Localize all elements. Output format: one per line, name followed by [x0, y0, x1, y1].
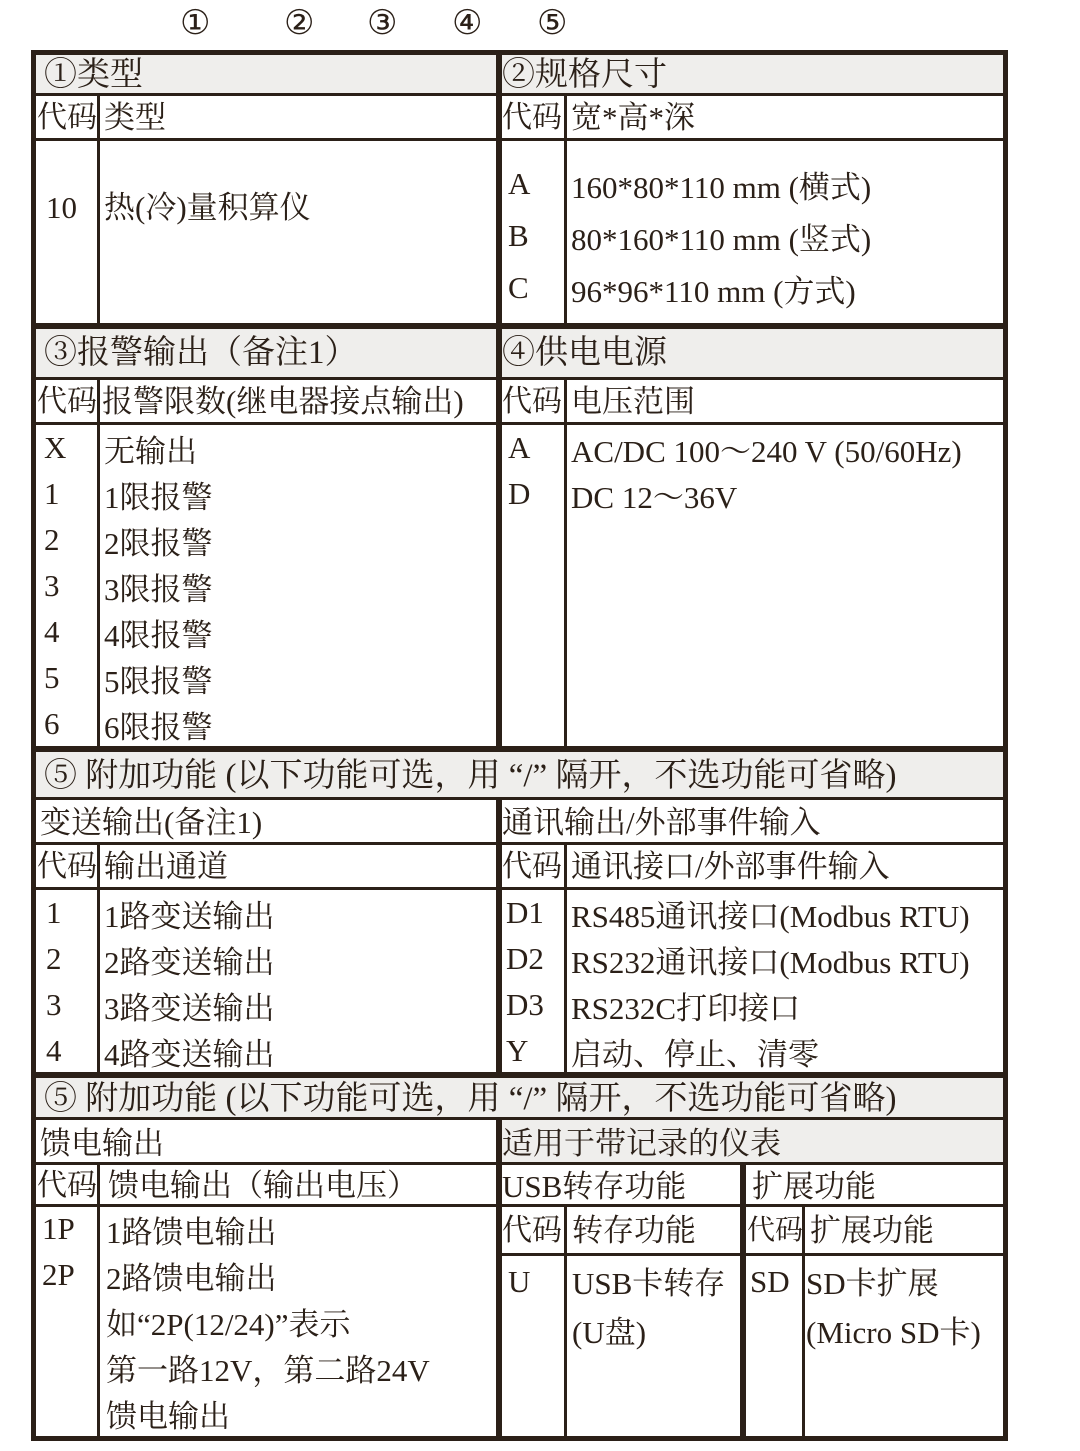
column-marker-3: ③ — [367, 5, 398, 42]
center-divider — [496, 1120, 502, 1436]
type-section-title: ①类型 — [44, 57, 143, 93]
size-desc-list — [571, 158, 871, 314]
feed-subsection-title: 馈电输出 — [40, 1126, 164, 1161]
expand-group-title: 扩展功能 — [752, 1169, 876, 1204]
type-desc-header: 类型 — [104, 100, 166, 135]
transmit-code-header: 代码 — [37, 850, 97, 883]
size-code-header: 代码 — [502, 101, 562, 134]
extra-functions-title-1: ⑤ 附加功能 (以下功能可选，用 “/” 隔开，不选功能可省略) — [44, 758, 897, 794]
comm-row-desc: 启动、停止、清零 — [571, 1036, 819, 1072]
transmit-row-desc: 4路变送输出 — [104, 1036, 275, 1072]
alarm-row-desc: 5限报警 — [104, 663, 213, 699]
feed-desc-list — [106, 1206, 430, 1436]
size-row-desc: 160*80*110 mm (横式) — [571, 169, 872, 205]
code-column-divider — [97, 96, 100, 323]
record-subsection-title: 适用于带记录的仪表 — [502, 1126, 781, 1161]
power-code-list — [508, 425, 530, 517]
extra-functions-title-2: ⑤ 附加功能 (以下功能可选，用 “/” 隔开，不选功能可省略) — [44, 1081, 897, 1117]
alarm-desc-list — [104, 425, 213, 747]
feed-desc-line: 第一路12V，第二路24V — [106, 1352, 430, 1388]
feed-code-header: 代码 — [37, 1169, 97, 1202]
grid-line — [31, 138, 1008, 141]
table-border-left — [31, 50, 36, 1441]
expand-desc-header: 扩展功能 — [810, 1213, 934, 1248]
transmit-row-code: 1 — [46, 895, 62, 930]
alarm-row-desc: 4限报警 — [104, 617, 213, 653]
feed-code-list — [42, 1206, 75, 1298]
alarm-row-code: 1 — [44, 476, 60, 511]
alarm-row-desc: 6限报警 — [104, 709, 213, 745]
column-marker-4: ④ — [452, 5, 483, 42]
code-column-divider — [564, 96, 567, 323]
expand-code-header: 代码 — [747, 1215, 804, 1246]
transmit-row-desc: 3路变送输出 — [104, 990, 275, 1026]
type-row-code: 10 — [46, 190, 77, 225]
alarm-row-code: 3 — [44, 568, 60, 603]
grid-line — [31, 842, 1008, 845]
comm-subsection-title: 通讯输出/外部事件输入 — [502, 805, 821, 840]
transmit-subsection-title: 变送输出(备注1) — [40, 805, 263, 840]
alarm-code-header: 代码 — [37, 385, 97, 418]
comm-row-code: Y — [506, 1033, 529, 1068]
usb-group-title: USB转存功能 — [502, 1169, 687, 1204]
size-row-code: C — [508, 270, 529, 305]
alarm-row-code: 4 — [44, 614, 60, 649]
usb-code-header: 代码 — [502, 1214, 562, 1247]
transmit-row-code: 2 — [46, 941, 62, 976]
alarm-row-code: 2 — [44, 522, 60, 557]
column-marker-5: ⑤ — [537, 5, 568, 42]
alarm-section-title: ③报警输出（备注1） — [44, 335, 358, 371]
alarm-row-code: 6 — [44, 706, 60, 741]
alarm-row-desc: 无输出 — [104, 433, 197, 469]
code-column-divider — [564, 380, 567, 746]
comm-row-code: D3 — [506, 987, 544, 1022]
expand-desc-line: SD卡扩展 — [806, 1266, 939, 1301]
power-row-code: A — [508, 430, 531, 465]
grid-line — [31, 377, 1008, 380]
grid-line — [31, 797, 1008, 800]
usb-desc-header: 转存功能 — [572, 1213, 696, 1248]
alarm-row-code: X — [44, 430, 67, 465]
size-section-title: ②规格尺寸 — [502, 57, 667, 93]
feed-row-code: 2P — [42, 1257, 75, 1292]
comm-row-code: D2 — [506, 941, 544, 976]
power-code-header: 代码 — [502, 385, 562, 418]
alarm-desc-header: 报警限数(继电器接点输出) — [102, 384, 464, 419]
comm-code-header: 代码 — [502, 850, 562, 883]
grid-line-thick — [31, 323, 1008, 329]
feed-row-code: 1P — [42, 1211, 75, 1246]
grid-line — [31, 1162, 1008, 1165]
comm-desc-header: 通讯接口/外部事件输入 — [571, 849, 890, 884]
type-code-header: 代码 — [37, 101, 97, 134]
transmit-row-desc: 2路变送输出 — [104, 944, 275, 980]
power-section-title: ④供电电源 — [502, 335, 667, 371]
usb-desc-line: USB卡转存 — [572, 1266, 726, 1301]
column-marker-1: ① — [180, 5, 211, 42]
usb-row-code: U — [508, 1264, 531, 1299]
comm-desc-list — [571, 890, 970, 1074]
size-desc-header: 宽*高*深 — [571, 100, 695, 135]
size-row-code: B — [508, 218, 529, 253]
size-code-list — [508, 158, 530, 314]
alarm-row-desc: 1限报警 — [104, 479, 213, 515]
expand-desc-lines — [806, 1256, 981, 1354]
usb-desc-lines — [572, 1256, 725, 1354]
code-column-divider — [564, 1207, 567, 1436]
transmit-desc-list — [104, 890, 275, 1074]
comm-row-desc: RS485通讯接口(Modbus RTU) — [571, 898, 970, 934]
comm-row-desc: RS232通讯接口(Modbus RTU) — [571, 944, 970, 980]
table-border-right — [1003, 50, 1008, 1441]
alarm-row-desc: 2限报警 — [104, 525, 213, 561]
comm-code-list — [506, 890, 544, 1074]
power-row-desc: DC 12～36V — [571, 479, 738, 515]
code-column-divider — [564, 845, 567, 1072]
feed-desc-line: 馈电输出 — [106, 1398, 230, 1434]
power-desc-header: 电压范围 — [571, 384, 695, 419]
expand-row-code: SD — [750, 1264, 790, 1299]
transmit-row-desc: 1路变送输出 — [104, 898, 275, 934]
transmit-code-list — [46, 890, 62, 1074]
size-row-desc: 96*96*110 mm (方式) — [571, 273, 856, 309]
alarm-code-list — [44, 425, 66, 747]
center-divider — [496, 800, 502, 1072]
comm-row-desc: RS232C打印接口 — [571, 990, 801, 1026]
expand-desc-line: (Micro SD卡) — [806, 1315, 981, 1350]
code-column-divider — [97, 380, 100, 746]
table-border-top — [31, 50, 1008, 55]
usb-desc-line: (U盘) — [572, 1315, 647, 1350]
power-desc-list — [571, 425, 962, 517]
feed-desc-header: 馈电输出（输出电压） — [108, 1168, 418, 1203]
code-column-divider — [97, 845, 100, 1072]
alarm-row-code: 5 — [44, 660, 60, 695]
feed-desc-line: 1路馈电输出 — [106, 1214, 277, 1250]
comm-row-code: D1 — [506, 895, 544, 930]
code-column-divider — [97, 1165, 100, 1436]
column-marker-2: ② — [284, 5, 315, 42]
type-row-desc: 热(冷)量积算仪 — [104, 190, 311, 225]
power-row-desc: AC/DC 100～240 V (50/60Hz) — [571, 433, 962, 469]
alarm-row-desc: 3限报警 — [104, 571, 213, 607]
table-border-bottom — [31, 1436, 1008, 1441]
transmit-desc-header: 输出通道 — [104, 849, 228, 884]
transmit-row-code: 3 — [46, 987, 62, 1022]
size-row-code: A — [508, 166, 531, 201]
transmit-row-code: 4 — [46, 1033, 62, 1068]
power-row-code: D — [508, 476, 531, 511]
size-row-desc: 80*160*110 mm (竖式) — [571, 221, 872, 257]
feed-desc-line: 如“2P(12/24)”表示 — [106, 1306, 351, 1342]
feed-desc-line: 2路馈电输出 — [106, 1260, 277, 1296]
subtable-divider — [740, 1165, 746, 1436]
